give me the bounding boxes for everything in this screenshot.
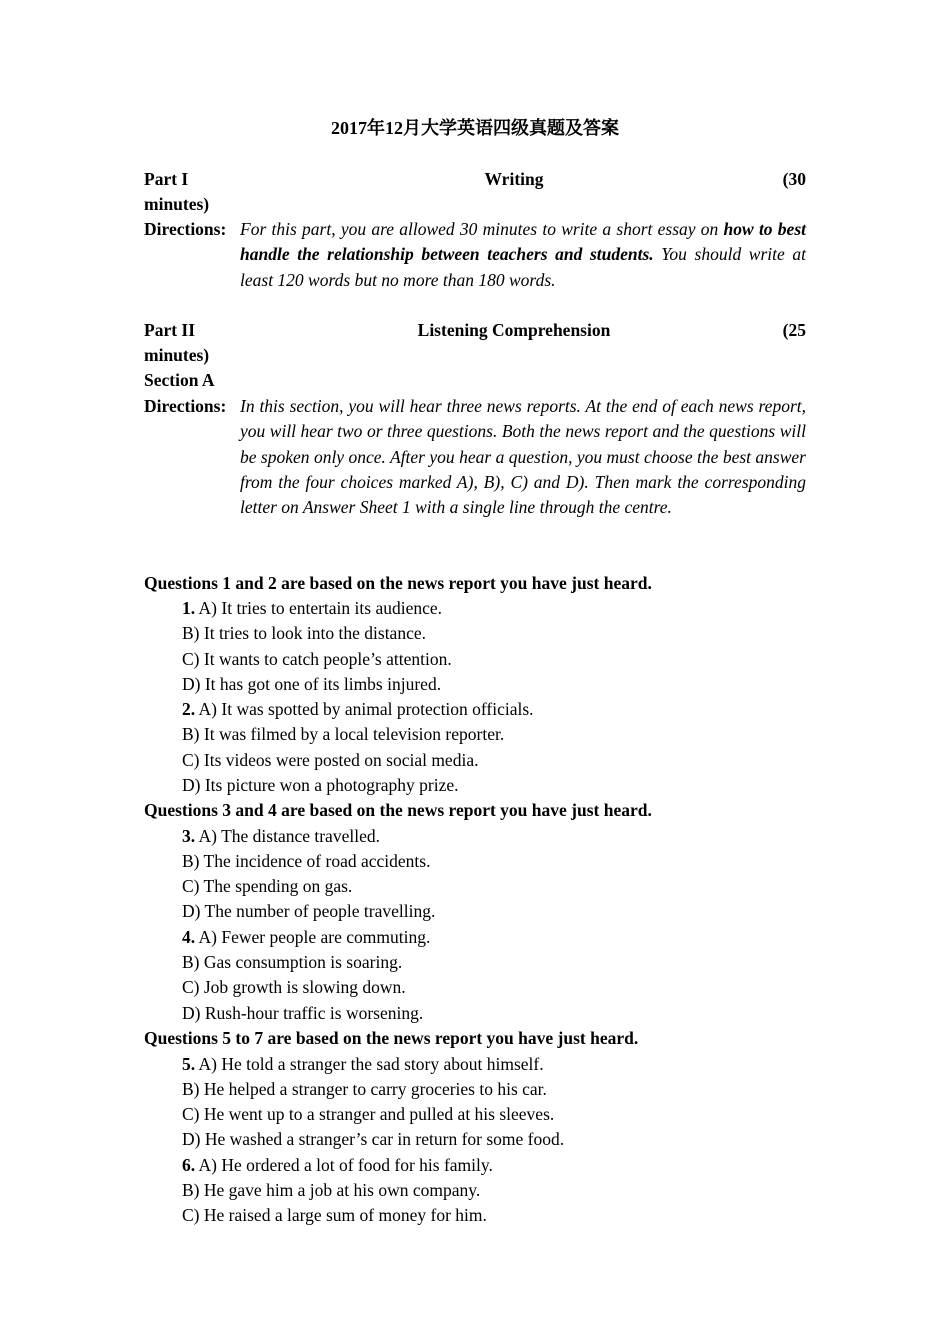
part2-directions: In this section, you will hear three news reports. At the end of each news report, you will hear two or three questions. Both the news report and the questions will be spoken only once. After you hear a question, you must choose the best answer from the four choices marked A), B), C) and D). Then mark the corresponding letter on Answer Sheet 1 with a single line through the centre. — [240, 396, 806, 518]
question-2-option-d: D) Its picture won a photography prize. — [182, 775, 459, 795]
question-4-option-b: B) Gas consumption is soaring. — [182, 952, 403, 972]
question-2-option-b: B) It was filmed by a local television reporter. — [182, 724, 505, 744]
question-number: 2. — [182, 699, 196, 719]
question-3-option-a — [182, 824, 380, 849]
question-5-option-c: C) He went up to a stranger and pulled at his sleeves. — [182, 1104, 555, 1124]
option-text: A) It tries to entertain its audience. — [198, 598, 443, 618]
question-3-option-d: D) The number of people travelling. — [182, 901, 436, 921]
question-1-option-d: D) It has got one of its limbs injured. — [182, 674, 442, 694]
question-group-heading: Questions 1 and 2 are based on the news report you have just heard. — [144, 573, 652, 593]
question-5-option-b: B) He helped a stranger to carry groceries to his car. — [182, 1079, 547, 1099]
option-text: A) The distance travelled. — [198, 826, 380, 846]
question-number: 6. — [182, 1155, 196, 1175]
part1-time: (30 — [782, 169, 806, 189]
part1-name: Writing — [484, 169, 544, 189]
question-4-option-a — [182, 925, 430, 950]
part2-time-unit: minutes) — [144, 345, 210, 365]
question-1-option-c: C) It wants to catch people’s attention. — [182, 649, 452, 669]
part1-directions — [240, 217, 806, 293]
part2-label: Part II — [144, 320, 196, 340]
option-text: A) It was spotted by animal protection officials. — [198, 699, 534, 719]
part2-name: Listening Comprehension — [417, 320, 611, 340]
part1-directions-pre: For this part, you are allowed 30 minutes to write a short essay on — [240, 219, 724, 239]
part1-header — [144, 167, 806, 192]
part2-time: (25 — [782, 320, 806, 340]
part1-label: Part I — [144, 169, 189, 189]
question-group-heading: Questions 3 and 4 are based on the news report you have just heard. — [144, 800, 652, 820]
question-number: 5. — [182, 1054, 196, 1074]
part2-directions-label: Directions: — [144, 396, 227, 416]
question-group-heading: Questions 5 to 7 are based on the news report you have just heard. — [144, 1028, 639, 1048]
question-5-option-a — [182, 1052, 544, 1077]
question-number: 3. — [182, 826, 196, 846]
part1-time-unit: minutes) — [144, 194, 210, 214]
option-text: A) Fewer people are commuting. — [198, 927, 431, 947]
question-4-option-d: D) Rush-hour traffic is worsening. — [182, 1003, 424, 1023]
section-a-heading: Section A — [144, 370, 215, 390]
question-3-option-c: C) The spending on gas. — [182, 876, 353, 896]
question-6-option-b: B) He gave him a job at his own company. — [182, 1180, 481, 1200]
question-6-option-c: C) He raised a large sum of money for him. — [182, 1205, 487, 1225]
question-number: 4. — [182, 927, 196, 947]
question-number: 1. — [182, 598, 196, 618]
part1-directions-label: Directions: — [144, 219, 227, 239]
option-text: A) He ordered a lot of food for his family. — [198, 1155, 493, 1175]
part1-directions-post: You should write at least 120 words but no more than 180 words. — [240, 244, 807, 290]
question-3-option-b: B) The incidence of road accidents. — [182, 851, 431, 871]
question-6-option-a — [182, 1153, 493, 1178]
page-title: 2017年12月大学英语四级真题及答案 — [331, 118, 619, 138]
question-5-option-d: D) He washed a stranger’s car in return for some food. — [182, 1129, 565, 1149]
option-text: A) He told a stranger the sad story about himself. — [198, 1054, 544, 1074]
question-4-option-c: C) Job growth is slowing down. — [182, 977, 406, 997]
question-1-option-a — [182, 596, 442, 621]
question-2-option-a — [182, 697, 534, 722]
question-2-option-c: C) Its videos were posted on social media. — [182, 750, 479, 770]
part1-essay-topic: how to best handle the relationship between teachers and students. — [240, 219, 806, 265]
part2-header — [144, 318, 806, 343]
question-1-option-b: B) It tries to look into the distance. — [182, 623, 426, 643]
